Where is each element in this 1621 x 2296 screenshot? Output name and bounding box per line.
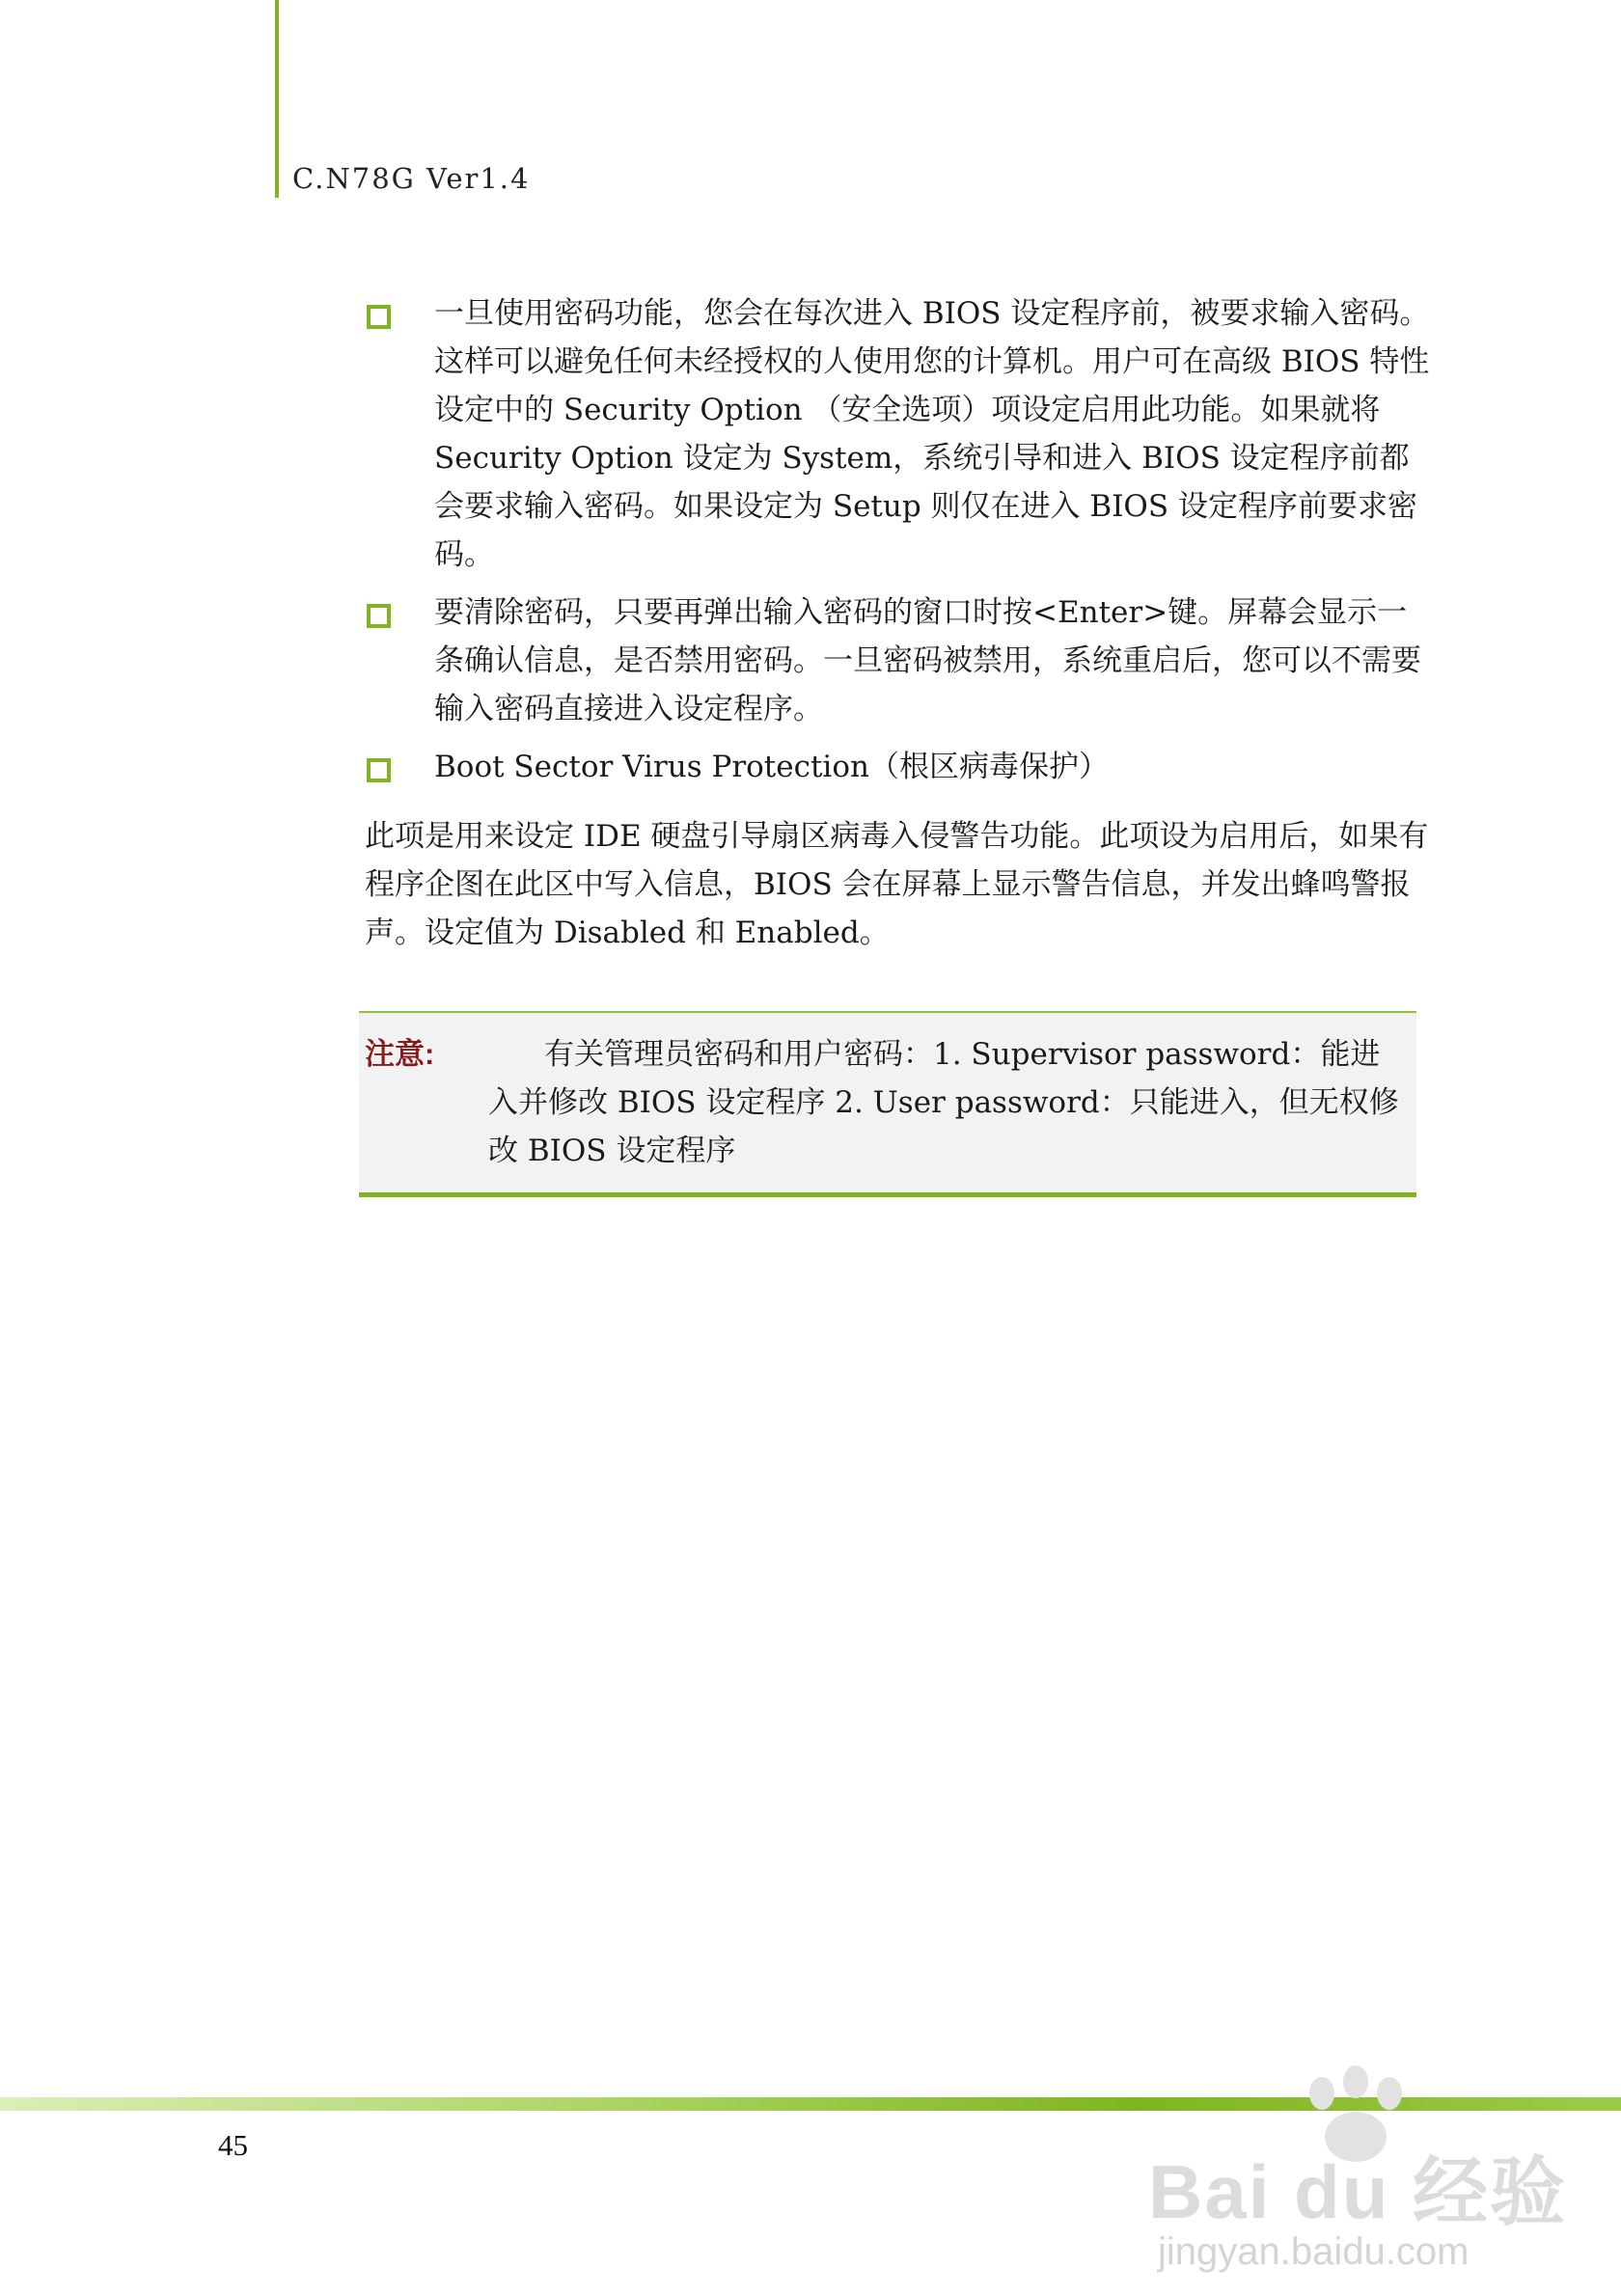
- bullet-item-password-usage: [365, 289, 1436, 579]
- manual-version-header: C.N78G Ver1.4: [292, 162, 531, 195]
- note-box: [359, 1011, 1416, 1197]
- checkbox-bullet-icon: [367, 758, 391, 782]
- bullet-text: Boot Sector Virus Protection（根区病毒保护）: [434, 750, 1109, 784]
- main-content: [365, 289, 1436, 957]
- baidu-watermark: [1148, 2064, 1573, 2286]
- checkbox-bullet-icon: [367, 305, 391, 329]
- page-number: 45: [218, 2128, 248, 2162]
- bullet-text: 要清除密码，只要再弹出输入密码的窗口时按<Enter>键。屏幕会显示一条确认信息，是否禁用密码。一旦密码被禁用，系统重启后，您可以不需要输入密码直接进入设定程序。: [434, 595, 1421, 726]
- header-vertical-rule: [275, 0, 279, 198]
- bullet-text: 一旦使用密码功能，您会在每次进入 BIOS 设定程序前，被要求输入密码。这样可以避免任何未经授权的人使用您的计算机。用户可在高级 BIOS 特性设定中的 Security Option （安全选项）项设定启用此功能。如果就将 Security Option 设定为 System，系统引导和进入 BIOS 设定程序前都会要求输入密码。如果设定为 Setup 则仅在进入 BIOS 设定程序前要求密码。: [434, 296, 1430, 572]
- note-text: 有关管理员密码和用户密码：1. Supervisor password：能进入并修改 BIOS 设定程序 2. User password：只能进入，但无权修改 BIOS 设定程序: [488, 1037, 1399, 1168]
- checkbox-bullet-icon: [367, 604, 391, 628]
- body-paragraph: 此项是用来设定 IDE 硬盘引导扇区病毒入侵警告功能。此项设为启用后，如果有程序企图在此区中写入信息，BIOS 会在屏幕上显示警告信息，并发出蜂鸣警报声。设定值为 Disabled 和 Enabled。: [365, 819, 1429, 950]
- watermark-url: jingyan.baidu.com: [1158, 2230, 1470, 2273]
- bullet-item-clear-password: [365, 588, 1436, 733]
- note-label: 注意:: [365, 1037, 435, 1071]
- watermark-brand: Bai du 经验: [1148, 2149, 1568, 2234]
- bullet-item-boot-sector: [365, 743, 1436, 791]
